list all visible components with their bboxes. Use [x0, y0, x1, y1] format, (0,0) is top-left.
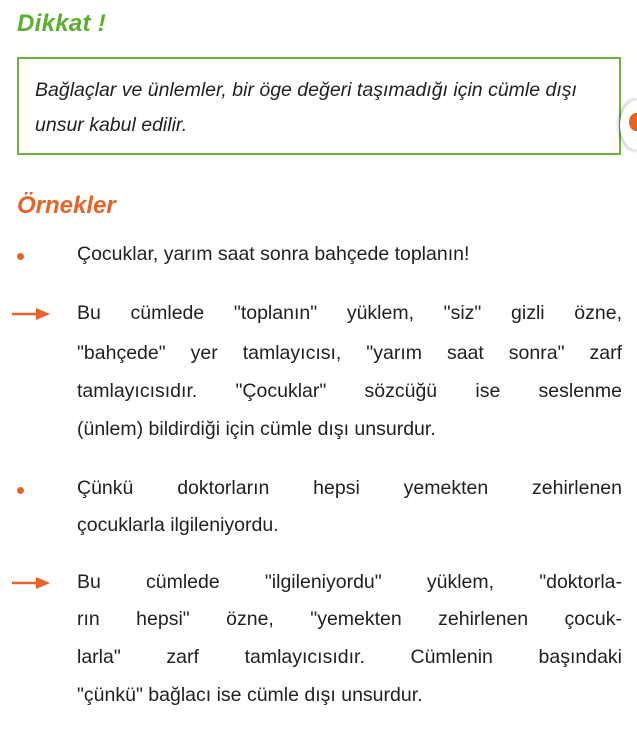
explanation-line: tamlayıcısıdır. "Çocuklar" sözcüğü ise seslenme: [77, 380, 622, 402]
explanation-line: "çünkü" bağlacı ise cümle dışı unsurdur.: [77, 684, 423, 706]
note-title: Dikkat !: [17, 10, 107, 37]
bullet-icon: [17, 487, 24, 494]
explanation-line: (ünlem) bildirdiği için cümle dışı unsurdur.: [77, 418, 436, 440]
explanation-line: rın hepsi" özne, "yemekten zehirlenen çocuk-: [77, 608, 622, 630]
note-box: [17, 57, 621, 155]
explanation-line: Bu cümlede "toplanın" yüklem, "siz" gizli özne,: [77, 302, 622, 324]
explanation-line: Bu cümlede "ilgileniyordu" yüklem, "doktorla-: [77, 571, 622, 593]
page-edge-tab[interactable]: [620, 100, 637, 150]
explanation-line: larla" zarf tamlayıcısıdır. Cümlenin başındaki: [77, 646, 622, 668]
bullet-icon: [17, 253, 24, 260]
note-text: Bağlaçlar ve ünlemler, bir öge değeri taşımadığı için cümle dışı unsur kabul edilir.: [35, 79, 577, 136]
arrow-icon: [12, 308, 50, 320]
tab-dot-icon: [629, 113, 637, 131]
example-line: Çünkü doktorların hepsi yemekten zehirlenen: [77, 477, 622, 499]
example-line: çocuklarla ilgileniyordu.: [77, 514, 279, 536]
explanation-line: "bahçede" yer tamlayıcısı, "yarım saat sonra" zarf: [77, 342, 622, 364]
examples-title: Örnekler: [17, 192, 116, 219]
arrow-icon: [12, 577, 50, 589]
example-line: Çocuklar, yarım saat sonra bahçede toplanın!: [77, 243, 470, 265]
